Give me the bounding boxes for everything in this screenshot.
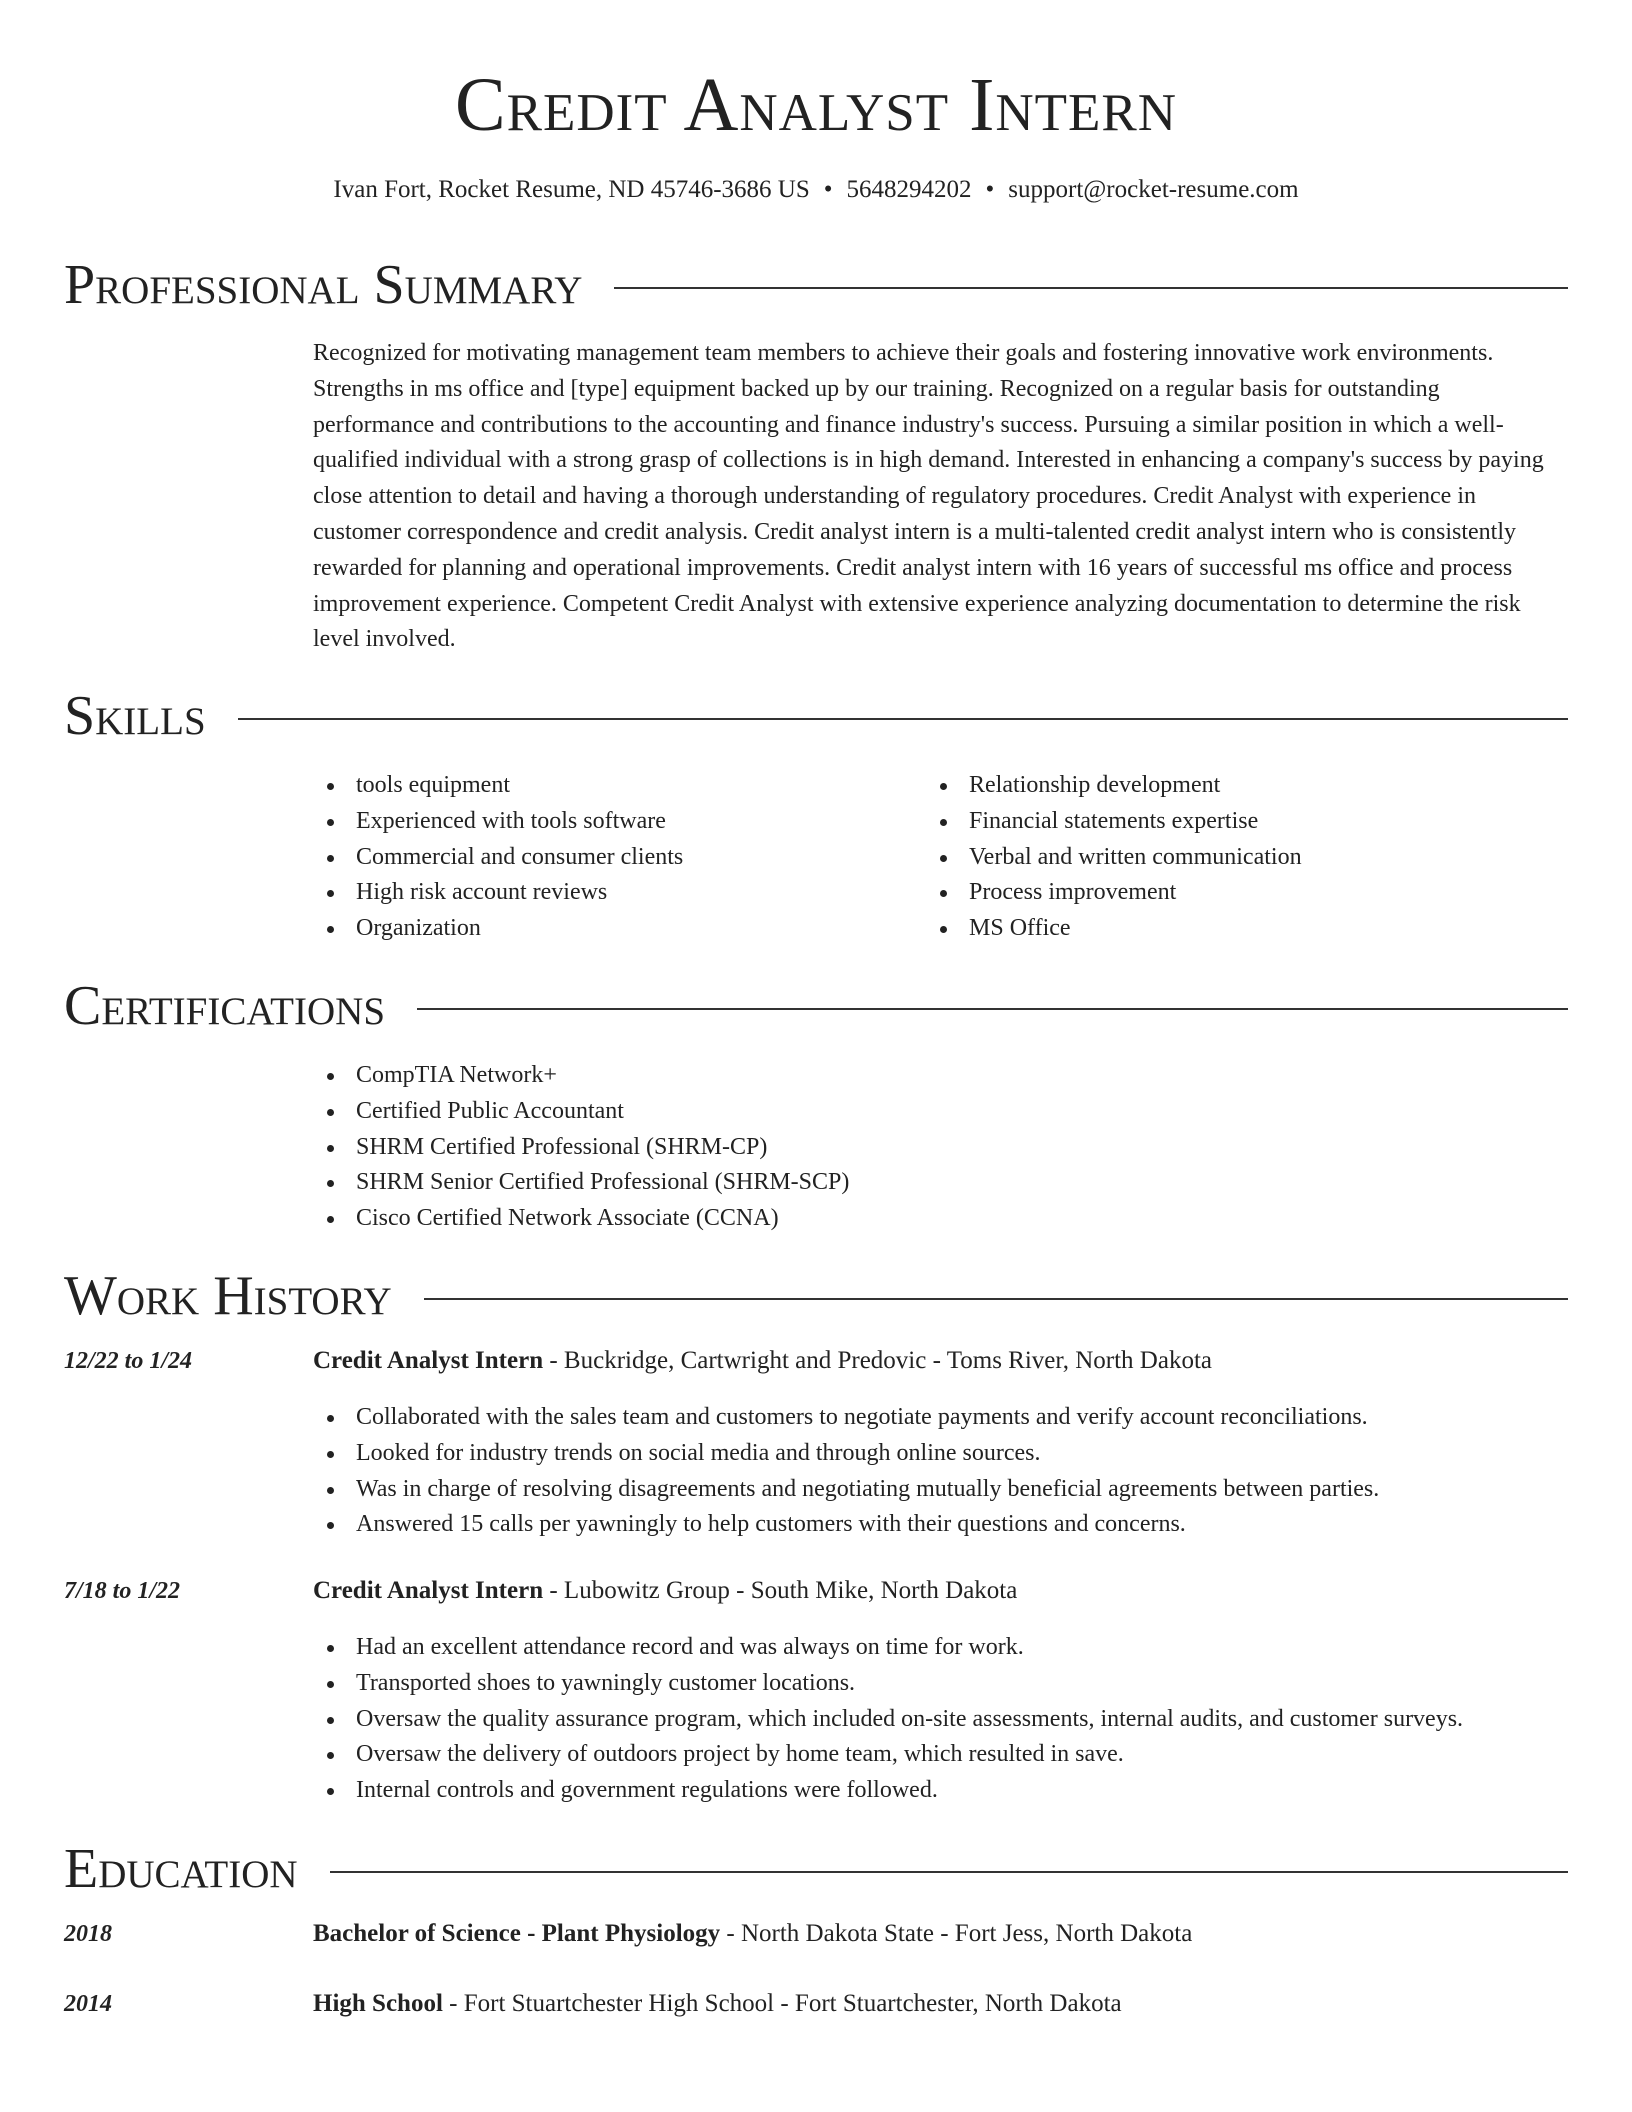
job-bullet-item: Oversaw the delivery of outdoors project by home team, which resulted in save. <box>313 1737 1563 1773</box>
job-heading <box>313 1574 1017 1608</box>
bullet-icon <box>327 1788 334 1795</box>
bullet-icon <box>327 890 334 897</box>
contact-phone: 5648294202 <box>846 176 972 203</box>
bullet-icon <box>327 783 334 790</box>
section-title-summary: Professional Summary <box>64 254 583 316</box>
bullet-icon <box>327 819 334 826</box>
section-divider <box>424 1298 1568 1300</box>
skills-column-left <box>313 768 873 947</box>
job-bullet-item: Collaborated with the sales team and customers to negotiate payments and verify account reconciliations. <box>313 1400 1563 1436</box>
bullet-icon <box>327 1073 334 1080</box>
job-details: - Lubowitz Group - South Mike, North Dakota <box>543 1577 1018 1604</box>
certification-item: SHRM Certified Professional (SHRM-CP) <box>313 1130 1313 1166</box>
bullet-icon <box>940 926 947 933</box>
bullet-icon <box>940 890 947 897</box>
education-degree: High School <box>313 1990 443 2017</box>
bullet-icon <box>327 926 334 933</box>
section-title-certifications: Certifications <box>64 975 386 1037</box>
bullet-icon <box>327 1415 334 1422</box>
section-title-work: Work History <box>64 1265 392 1327</box>
bullet-icon <box>327 1487 334 1494</box>
contact-address: Ivan Fort, Rocket Resume, ND 45746-3686 US <box>333 176 810 203</box>
job-bullet-item: Transported shoes to yawningly customer locations. <box>313 1666 1563 1702</box>
bullet-icon <box>327 1681 334 1688</box>
education-entry <box>313 1917 1192 1951</box>
skills-section-header <box>64 681 1568 751</box>
education-details: - Fort Stuartchester High School - Fort Stuartchester, North Dakota <box>442 1990 1122 2017</box>
skill-item: High risk account reviews <box>313 875 873 911</box>
summary-section-header <box>64 250 1568 320</box>
skill-item: Verbal and written communication <box>926 840 1486 876</box>
job-bullet-item: Had an excellent attendance record and was always on time for work. <box>313 1630 1563 1666</box>
skill-item: Commercial and consumer clients <box>313 840 873 876</box>
job-dates: 12/22 to 1/24 <box>64 1348 193 1374</box>
certification-item: Cisco Certified Network Associate (CCNA) <box>313 1201 1313 1237</box>
section-title-skills: Skills <box>64 685 206 747</box>
work-section-header <box>64 1261 1568 1331</box>
job-heading <box>313 1344 1212 1378</box>
job-details: - Buckridge, Cartwright and Predovic - Toms River, North Dakota <box>543 1347 1212 1374</box>
bullet-icon <box>940 783 947 790</box>
bullet-icon <box>327 1216 334 1223</box>
skill-item: tools equipment <box>313 768 873 804</box>
summary-text: Recognized for motivating management team members to achieve their goals and fostering innovative work environments. Strengths in ms office and [type] equipment backed up by our training. Recognized on a regular basis for outstanding performance and contributions to the accounting and finance industry's success. Pursuing a similar position in which a well-qualified individual with a strong grasp of collections is in high demand. Interested in enhancing a company's success by paying close attention to detail and having a thorough understanding of regulatory procedures. Credit Analyst with experience in customer correspondence and credit analysis. Credit analyst intern is a multi-talented credit analyst intern who is consistently rewarded for planning and operational improvements. Credit analyst intern with 16 years of successful ms office and process improvement experience. Competent Credit Analyst with extensive experience analyzing documentation to determine the risk level involved. <box>313 340 1544 653</box>
certifications-list <box>313 1058 1313 1237</box>
candidate-title: Credit Analyst Intern <box>454 63 1178 147</box>
bullet-icon <box>327 1109 334 1116</box>
education-year: 2018 <box>64 1921 112 1947</box>
certification-item: SHRM Senior Certified Professional (SHRM-SCP) <box>313 1165 1313 1201</box>
skills-column-right <box>926 768 1486 947</box>
section-divider <box>330 1871 1568 1873</box>
bullet-icon <box>327 1451 334 1458</box>
job-bullet-item: Answered 15 calls per yawningly to help customers with their questions and concerns. <box>313 1507 1563 1543</box>
bullet-icon <box>327 1180 334 1187</box>
bullet-icon <box>940 819 947 826</box>
bullet-icon <box>327 1752 334 1759</box>
certification-item: Certified Public Accountant <box>313 1094 1313 1130</box>
skill-item: MS Office <box>926 911 1486 947</box>
job-bullet-item: Internal controls and government regulations were followed. <box>313 1773 1563 1809</box>
skill-item: Process improvement <box>926 875 1486 911</box>
education-entry <box>313 1987 1122 2021</box>
skill-item: Relationship development <box>926 768 1486 804</box>
job-bullets <box>313 1630 1563 1809</box>
contact-separator: • <box>823 176 833 203</box>
certification-item: CompTIA Network+ <box>313 1058 1313 1094</box>
bullet-icon <box>327 1717 334 1724</box>
bullet-icon <box>327 1145 334 1152</box>
bullet-icon <box>940 855 947 862</box>
contact-separator: • <box>985 176 995 203</box>
job-bullet-item: Was in charge of resolving disagreements and negotiating mutually beneficial agreements between parties. <box>313 1472 1563 1508</box>
job-bullets <box>313 1400 1563 1543</box>
section-title-education: Education <box>64 1838 298 1900</box>
contact-email: support@rocket-resume.com <box>1008 176 1299 203</box>
job-bullet-item: Looked for industry trends on social media and through online sources. <box>313 1436 1563 1472</box>
education-section-header <box>64 1834 1568 1904</box>
section-divider <box>614 287 1568 289</box>
skill-item: Organization <box>313 911 873 947</box>
job-title: Credit Analyst Intern <box>313 1347 544 1374</box>
job-title: Credit Analyst Intern <box>313 1577 544 1604</box>
bullet-icon <box>327 1522 334 1529</box>
contact-line <box>0 173 1632 207</box>
education-degree: Bachelor of Science - Plant Physiology <box>313 1920 721 1947</box>
bullet-icon <box>327 1645 334 1652</box>
education-details: - North Dakota State - Fort Jess, North Dakota <box>720 1920 1193 1947</box>
job-bullet-item: Oversaw the quality assurance program, which included on-site assessments, internal audits, and customer surveys. <box>313 1702 1563 1738</box>
certifications-section-header <box>64 971 1568 1041</box>
skill-item: Financial statements expertise <box>926 804 1486 840</box>
job-dates: 7/18 to 1/22 <box>64 1578 181 1604</box>
section-divider <box>238 718 1568 720</box>
skill-item: Experienced with tools software <box>313 804 873 840</box>
section-divider <box>417 1008 1568 1010</box>
bullet-icon <box>327 855 334 862</box>
education-year: 2014 <box>64 1991 112 2017</box>
